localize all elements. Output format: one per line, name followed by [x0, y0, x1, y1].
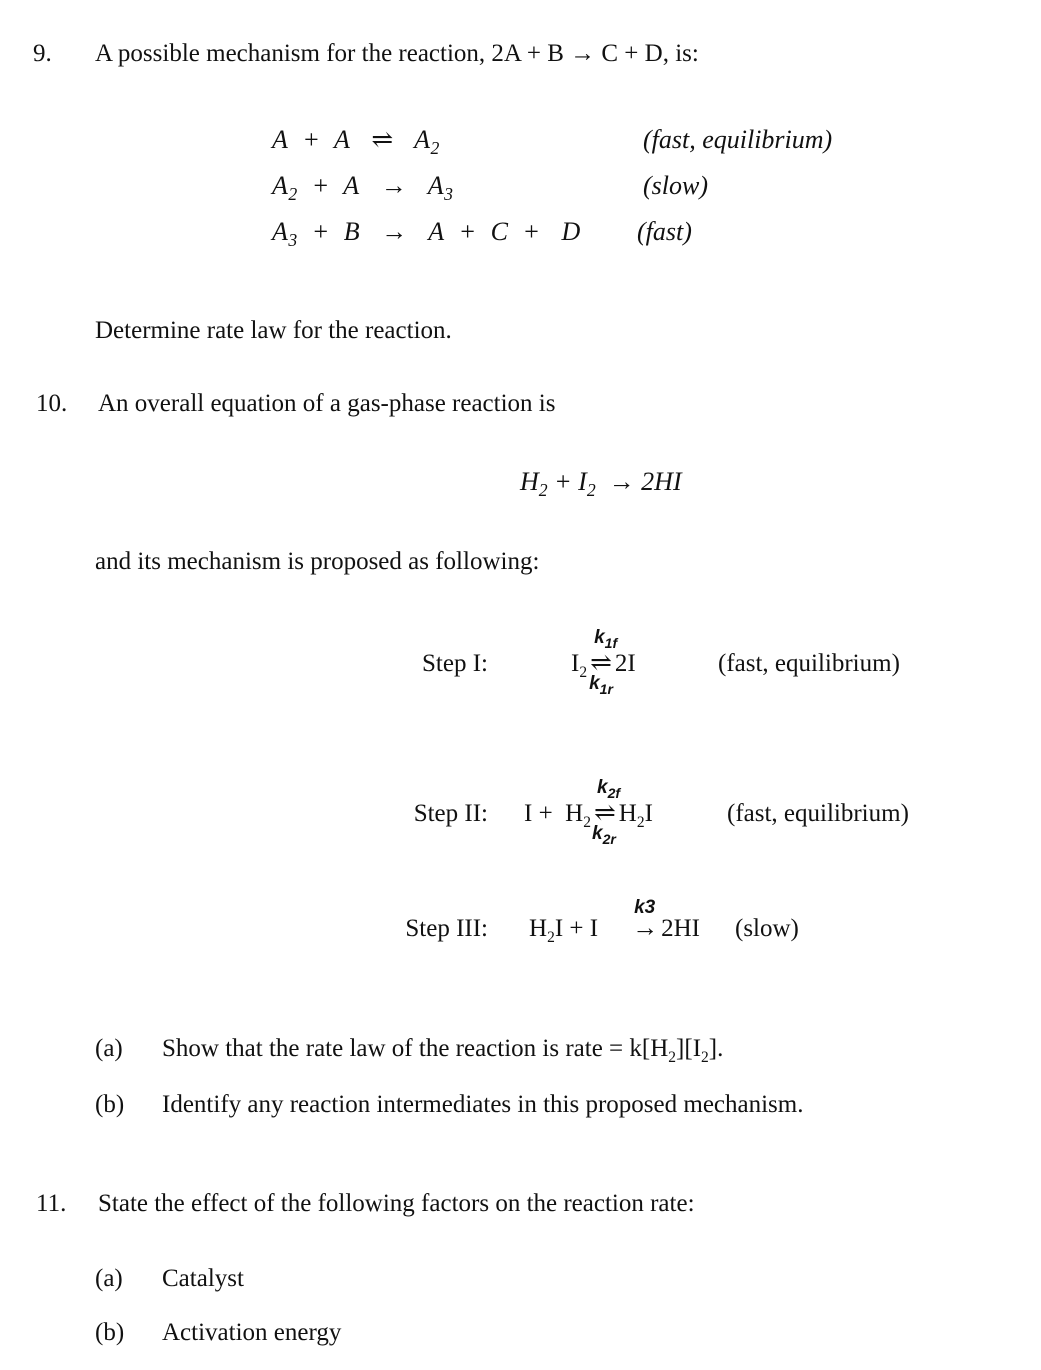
step-3-product: 2HI [661, 915, 700, 942]
question-10-sub-item-a-text: Show that the rate law of the reaction is rate = $k[H_2][I_2]$. [162, 1035, 724, 1066]
question-10-sub-item-b [95, 1089, 803, 1120]
question-10-number: 10. [36, 390, 68, 417]
step-2-note: (fast, equilibrium) [727, 800, 909, 827]
equilibrium-arrow-icon: ⇌ $k_{1f}$ $k_{1r}$ [589, 627, 618, 697]
question-10-prompt: An overall equation of a gas-phase reaction is [98, 390, 556, 417]
step-1-reactant: $I_2$ [571, 650, 588, 681]
question-9-heading [33, 38, 699, 69]
equilibrium-arrow-icon: ⇌ $k_{2f}$ $k_{2r}$ [591, 777, 621, 847]
question-10-sub-item-b-label: (b) [95, 1091, 125, 1118]
question-10-heading [36, 388, 555, 419]
question-10-overall-equation: $H_2 + I_2 \to 2HI$ [520, 467, 682, 501]
mechanism-step-3-equation: $A_3 + B \to A + C + D$ [272, 217, 581, 251]
question-11-sub-item-b-text: Activation energy [162, 1319, 342, 1346]
question-9-number: 9. [33, 40, 52, 67]
step-1-label: Step I: [422, 650, 488, 677]
question-11-sub-item-a [95, 1263, 244, 1294]
step-1-reverse-rate-constant: $k_{1r}$ [589, 673, 613, 697]
question-10-sub-item-a [95, 1033, 723, 1067]
step-2-reverse-rate-constant: $k_{2r}$ [591, 823, 616, 847]
mechanism-step-1-note: (fast, equilibrium) [643, 125, 833, 154]
step-1-product: 2I [614, 650, 636, 677]
question-11-sub-item-a-label: (a) [95, 1265, 123, 1292]
mechanism-step-1-equation: A + A ⇌ $A_2$ [272, 125, 440, 159]
question-10-sub-item-a-label: (a) [95, 1035, 123, 1062]
mechanism-step-2-equation: $A_2 + A \to A_3$ [272, 171, 454, 205]
step-1-equation [571, 627, 636, 697]
step-2-product: $H_2I$ [618, 800, 653, 831]
forward-arrow-icon: → k3 [632, 897, 659, 942]
step-2-label: Step II: [413, 800, 488, 827]
question-11-sub-item-b [95, 1317, 341, 1348]
step-1-note: (fast, equilibrium) [718, 650, 900, 677]
step-3-label: Step III: [405, 915, 488, 942]
question-11-sub-item-a-text: Catalyst [162, 1265, 244, 1292]
step-3-equation [529, 897, 700, 947]
question-9-closing: Determine rate law for the reaction. [95, 317, 452, 344]
question-11-sub-item-b-label: (b) [95, 1319, 125, 1346]
step-3-reactants: $H_2I + I$ [529, 915, 599, 946]
question-10-lead-in: and its mechanism is proposed as following: [95, 548, 540, 575]
question-11-number: 11. [36, 1190, 67, 1217]
step-2-forward-rate-constant: $k_{2f}$ [596, 777, 621, 801]
step-3-rate-constant: k3 [634, 897, 656, 918]
step-2-equation [524, 777, 653, 847]
mechanism-step-3-note: (fast) [637, 217, 692, 246]
question-11-heading [36, 1188, 695, 1219]
question-9-prompt: A possible mechanism for the reaction, 2A + B → C + D, is: [95, 40, 699, 67]
step-1-forward-rate-constant: $k_{1f}$ [594, 627, 618, 651]
step-2-reactants: $I + H_2$ [524, 800, 591, 831]
mechanism-step-2-note: (slow) [643, 171, 708, 200]
question-11-prompt: State the effect of the following factors on the reaction rate: [98, 1190, 695, 1217]
step-3-note: (slow) [735, 915, 799, 942]
question-10-sub-item-b-text: Identify any reaction intermediates in this proposed mechanism. [162, 1091, 804, 1118]
